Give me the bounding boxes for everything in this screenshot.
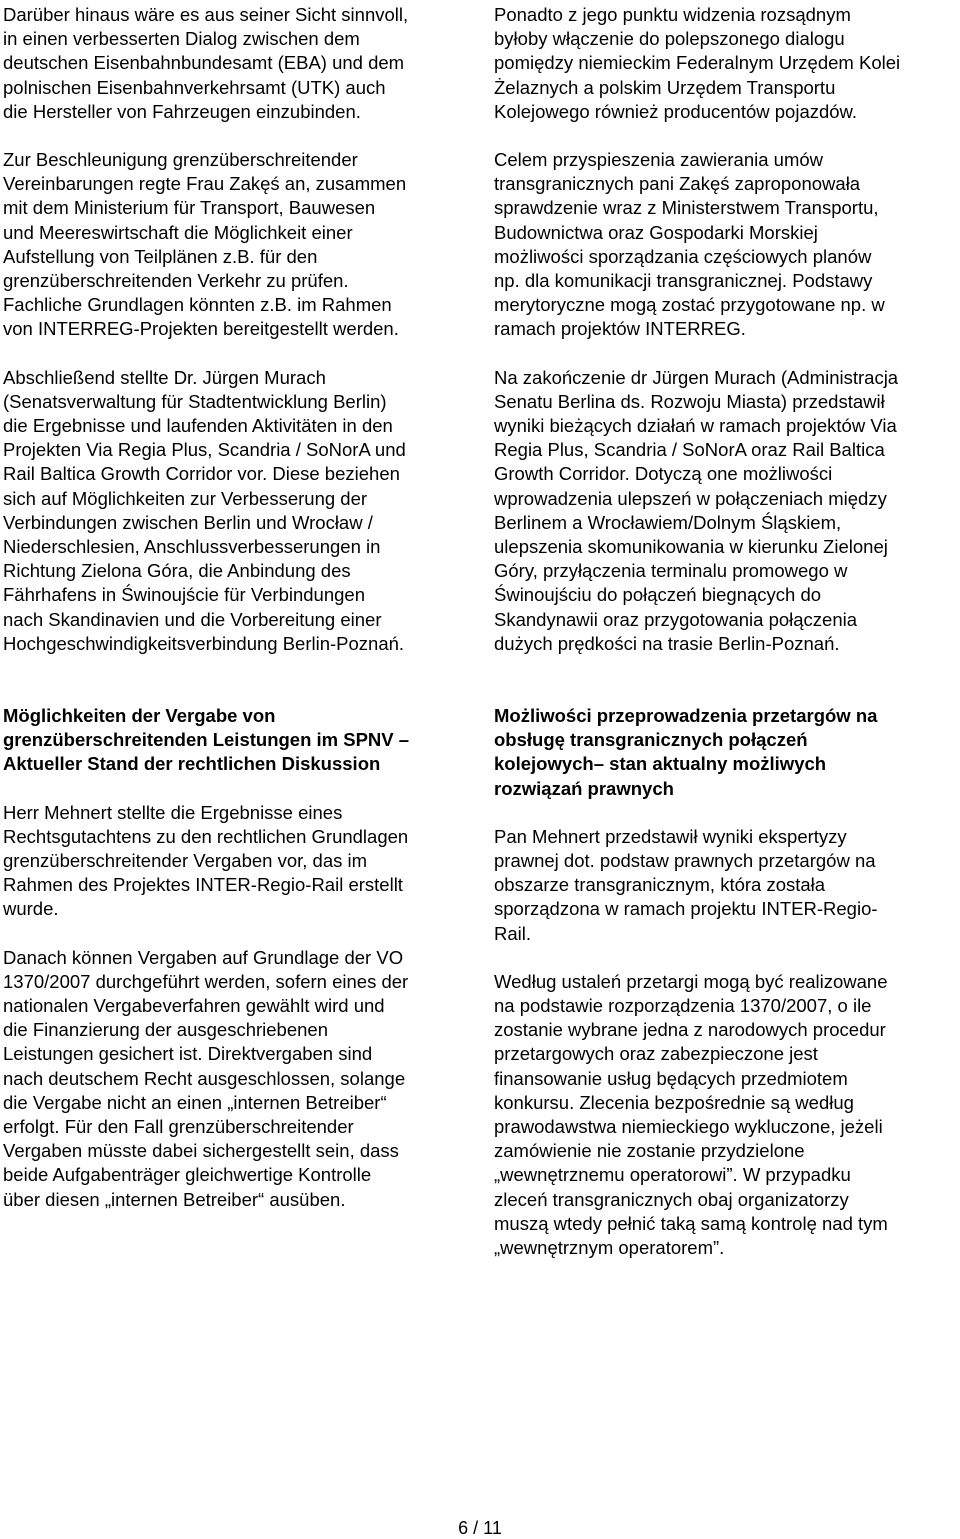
pl-paragraph-dialog: Ponadto z jego punktu widzenia rozsądnym byłoby włączenie do polepszonego dialogu pomiędzy niemieckim Federalnym Urzędem Kolei Żelaznych a polskim Urzędem Transportu Kolejowego również producentów pojazdów. [494, 4, 901, 122]
de-paragraph-murach: Abschließend stellte Dr. Jürgen Murach (Senatsverwaltung für Stadtentwicklung Berlin) die Ergebnisse und laufenden Aktivitäten in den Projekten Via Regia Plus, Scandria / SoNorA und Rail Baltica Growth Corridor vor. Diese beziehen sich auf Möglichkeiten zur Verbesserung der Verbindungen zwischen Berlin und Wrocław / Niederschlesien, Anschlussverbesserungen in Richtung Zielona Góra, die Anbindung des Fährhafens in Świnoujście für Verbindungen nach Skandinavien und die Vorbereitung einer Hochgeschwindigkeitsverbindung Berlin-Poznań. [3, 366, 406, 654]
de-paragraph-mehnert: Herr Mehnert stellte die Ergebnisse eines Rechtsgutachtens zu den rechtlichen Grundlagen grenzüberschreitender Vergaben vor, das im Rahmen des Projektes INTER-Regio-Rail erstellt wurde. [3, 801, 409, 920]
de-paragraph-vergaben: Danach können Vergaben auf Grundlage der VO 1370/2007 durchgeführt werden, sofern eines der nationalen Vergabeverfahren gewählt wird und die Finanzierung der ausgeschriebenen Leistungen gesichert ist. Direktvergaben sind nach deutschem Recht ausgeschlossen, solange die Vergabe nicht an einen „internen Betreiber“ erfolgt. Für den Fall grenzüberschreitender Vergaben müsste dabei sichergestellt sein, dass beide Aufgabenträger gleichwertige Kontrolle über diesen „internen Betreiber“ ausüben. [3, 946, 409, 1210]
de-section-heading: Möglichkeiten der Vergabe von grenzüberschreitenden Leistungen im SPNV – Aktueller Stand der rechtlichen Diskussion [3, 705, 410, 775]
page-number: 6 / 11 [458, 1518, 502, 1538]
pl-paragraph-przetargi: Według ustaleń przetargi mogą być realizowane na podstawie rozporządzenia 1370/2007, o ile zostanie wybrane jedna z narodowych procedur przetargowych oraz zabezpieczone jest finansowanie usług będących przedmiotem konkursu. Zlecenia bezpośrednie są według prawodawstwa niemieckiego wykluczone, jeżeli zamówienie nie zostanie przydzielone „wewnętrznemu operatorowi”. W przypadku zleceń transgranicznych obaj organizatorzy muszą wtedy pełnić taką samą kontrolę nad tym „wewnętrznym operatorem”. [494, 970, 888, 1259]
pl-paragraph-murach: Na zakończenie dr Jürgen Murach (Administracja Senatu Berlina ds. Rozwoju Miasta) przedstawił wyniki bieżących działań w ramach projektów Via Regia Plus, Scandria / SoNorA oraz Rail Baltica Growth Corridor. Dotyczą one możliwości wprowadzenia ulepszeń w połączeniach między Berlinem a Wrocławiem/Dolnym Śląskiem, ulepszenia skomunikowania w kierunku Zielonej Góry, przyłączenia terminalu promowego w Świnoujściu do połączeń biegnących do Skandynawii oraz przygotowania połączenia dużych prędkości na trasie Berlin-Poznań. [494, 366, 899, 654]
polish-column-bottom [494, 704, 956, 1284]
pl-section-heading: Możliwości przeprowadzenia przetargów na obsługę transgranicznych połączeń kolejowych– stan aktualny możliwych rozwiązań prawnych [494, 705, 878, 799]
polish-column-top [494, 3, 956, 680]
pl-paragraph-zakes: Celem przyspieszenia zawierania umów transgranicznych pani Zakęś zaproponowała sprawdzenie wraz z Ministerstwem Transportu, Budownictwa oraz Gospodarki Morskiej możliwości sporządzania częściowych planów np. dla komunikacji transgranicznej. Podstawy merytoryczne mogą zostać przygotowane np. w ramach projektów INTERREG. [494, 149, 885, 340]
de-paragraph-zakes: Zur Beschleunigung grenzüberschreitender Vereinbarungen regte Frau Zakęś an, zusammen mit dem Ministerium für Transport, Bauwesen und Meereswirtschaft die Möglichkeit einer Aufstellung von Teilplänen z.B. für den grenzüberschreitenden Verkehr zu prüfen. Fachliche Grundlagen könnten z.B. im Rahmen von INTERREG-Projekten bereitgestellt werden. [3, 149, 407, 340]
de-paragraph-dialog: Darüber hinaus wäre es aus seiner Sicht sinnvoll, in einen verbesserten Dialog zwischen dem deutschen Eisenbahnbundesamt (EBA) und dem polnischen Eisenbahnverkehrsamt (UTK) auch die Hersteller von Fahrzeugen einzubinden. [3, 4, 409, 122]
pl-paragraph-mehnert: Pan Mehnert przedstawił wyniki ekspertyzy prawnej dot. podstaw prawnych przetargów na obszarze transgranicznym, która została sporządzona w ramach projektu INTER-Regio- Rail. [494, 825, 878, 944]
german-column-top [3, 3, 473, 680]
german-column-bottom [3, 704, 473, 1236]
